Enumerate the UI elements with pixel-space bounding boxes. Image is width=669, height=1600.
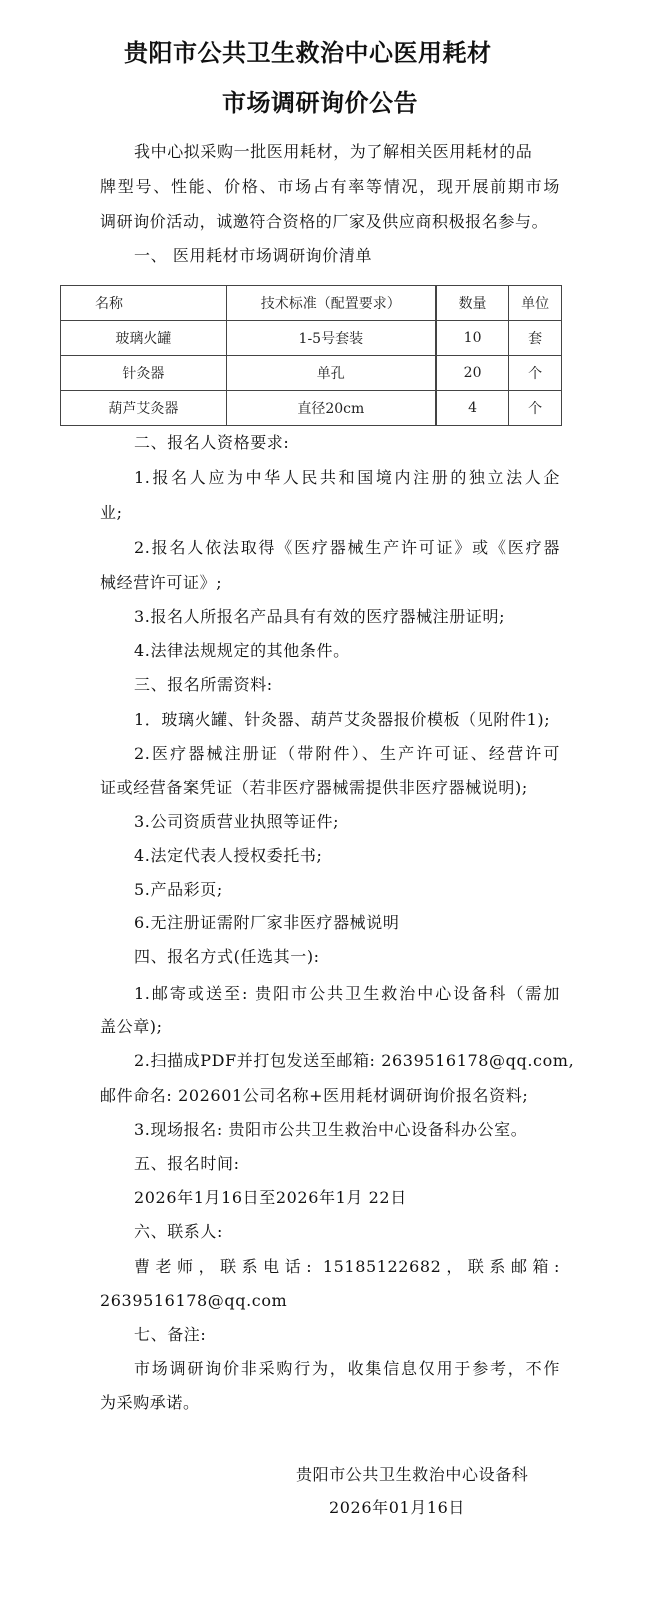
section4-item1-cont: 盖公章); [100,1017,163,1036]
document-title-line2: 市场调研询价公告 [222,88,418,117]
section3-item6: 6.无注册证需附厂家非医疗器械说明 [134,913,400,932]
table-cell: 10 [436,321,509,356]
table-row [61,321,562,356]
table-cell: 套 [509,321,562,356]
signature-date: 2026年01月16日 [329,1498,466,1517]
section5-dates: 2026年1月16日至2026年1月 22日 [134,1188,407,1207]
document-title-line1: 贵阳市公共卫生救治中心医用耗材 [124,38,492,67]
section5-heading: 五、报名时间: [134,1154,240,1173]
section2-item4: 4.法律法规规定的其他条件。 [134,641,350,660]
section1-heading: 一、 医用耗材市场调研询价清单 [134,246,373,265]
section4-item2-cont: 邮件命名: 202601公司名称+医用耗材调研询价报名资料; [100,1086,529,1105]
table-cell: 单孔 [226,356,436,391]
section2-item1-cont: 业; [100,503,123,522]
table-header-cell: 技术标准（配置要求） [226,286,436,321]
table-header-cell: 名称 [61,286,227,321]
section3-item5: 5.产品彩页; [134,880,223,899]
table-cell: 个 [509,356,562,391]
section4-item3: 3.现场报名: 贵阳市公共卫生救治中心设备科办公室。 [134,1120,528,1139]
table-row [61,391,562,426]
table-row [61,356,562,391]
section4-item1: 1.邮寄或送至: 贵阳市公共卫生救治中心设备科（需加 [134,984,560,1003]
section2-heading: 二、报名人资格要求: [134,433,290,452]
inquiry-table [60,285,562,426]
section3-item2: 2.医疗器械注册证（带附件）、生产许可证、经营许可 [134,744,560,763]
table-cell: 个 [509,391,562,426]
section6-email: 2639516178@qq.com [100,1291,288,1310]
table-header-cell: 数量 [436,286,509,321]
table-cell: 针灸器 [61,356,227,391]
section3-item3: 3.公司资质营业执照等证件; [134,812,340,831]
table-cell: 20 [436,356,509,391]
section3-item2-cont: 证或经营备案凭证（若非医疗器械需提供非医疗器械说明); [100,778,528,797]
section3-heading: 三、报名所需资料: [134,675,273,694]
section6-heading: 六、联系人: [134,1222,223,1241]
section2-item2: 2.报名人依法取得《医疗器械生产许可证》或《医疗器 [134,538,560,557]
section7-note: 市场调研询价非采购行为，收集信息仅用于参考，不作 [134,1359,560,1378]
table-header-cell: 单位 [509,286,562,321]
section3-item4: 4.法定代表人授权委托书; [134,846,323,865]
section3-item1: 1．玻璃火罐、针灸器、葫芦艾灸器报价模板（见附件1); [134,710,551,729]
section7-heading: 七、备注: [134,1325,207,1344]
section2-item2-cont: 械经营许可证》; [100,573,223,592]
section7-note-cont: 为采购承诺。 [100,1393,200,1412]
section2-item3: 3.报名人所报名产品具有有效的医疗器械注册证明; [134,607,506,626]
section4-heading: 四、报名方式(任选其一): [134,947,320,966]
table-header-row [61,286,562,321]
table-cell: 4 [436,391,509,426]
intro-line-1: 我中心拟采购一批医用耗材，为了解相关医用耗材的品 [134,142,533,161]
section6-contact: 曹老师，联系电话: 15185122682，联系邮箱: [134,1257,560,1276]
signature-org: 贵阳市公共卫生救治中心设备科 [296,1465,529,1484]
table-cell: 玻璃火罐 [61,321,227,356]
intro-line-3: 调研询价活动，诚邀符合资格的厂家及供应商积极报名参与。 [100,212,549,231]
table-cell: 直径20cm [226,391,436,426]
section4-item2: 2.扫描成PDF并打包发送至邮箱: 2639516178@qq.com, [134,1051,575,1070]
table-cell: 1-5号套装 [226,321,436,356]
table-cell: 葫芦艾灸器 [61,391,227,426]
intro-line-2: 牌型号、性能、价格、市场占有率等情况，现开展前期市场 [100,177,560,196]
section2-item1: 1.报名人应为中华人民共和国境内注册的独立法人企 [134,468,560,487]
